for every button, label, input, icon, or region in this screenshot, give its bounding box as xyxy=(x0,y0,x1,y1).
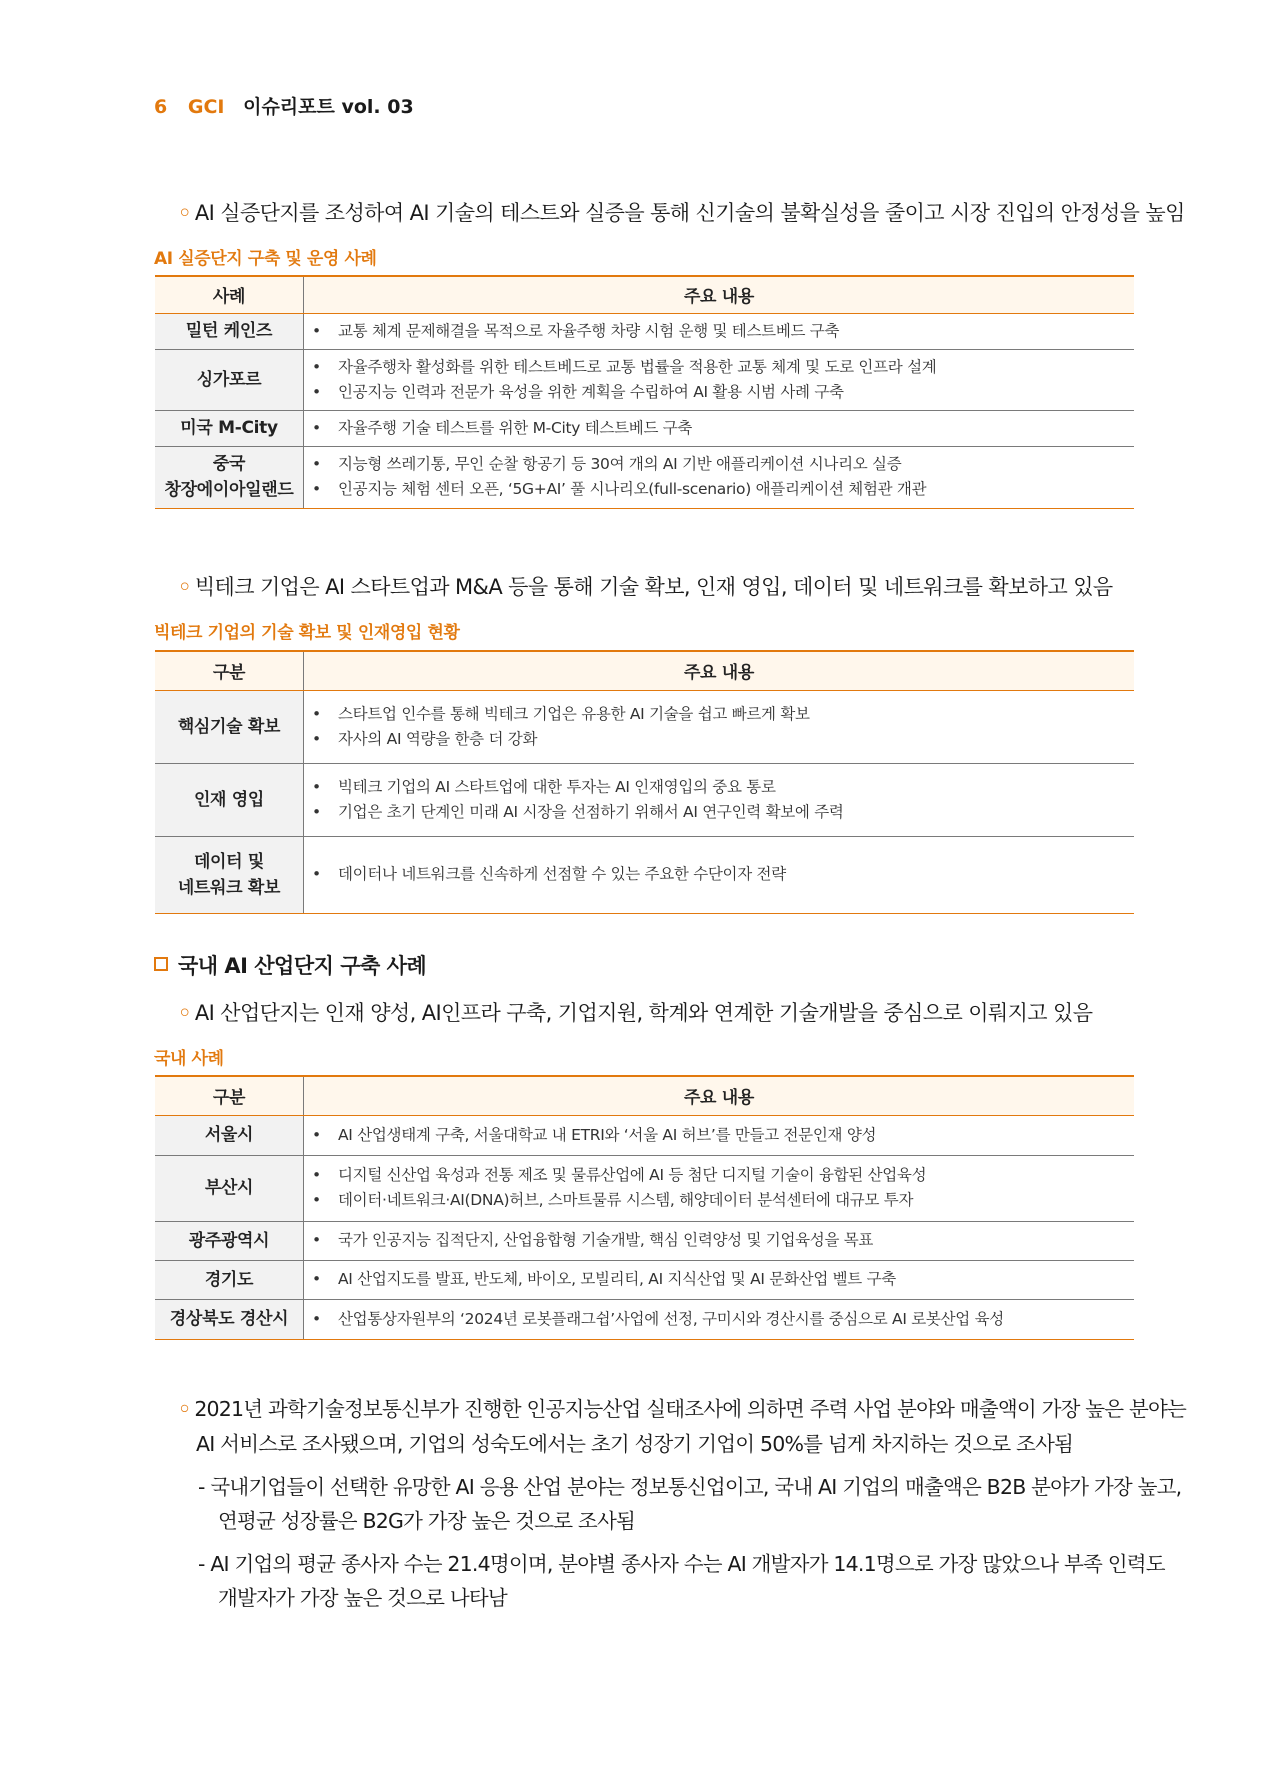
row-label-line: 데이터 및 xyxy=(193,851,265,872)
row-label-line: 경상북도 경산시 xyxy=(169,1309,289,1329)
row-label-line: 인재 영입 xyxy=(193,789,265,810)
ai-testbed-table xyxy=(155,275,1134,509)
list-item xyxy=(312,380,1126,405)
column-header-content: 주요 내용 xyxy=(304,651,1135,690)
list-item-text: 자율주행차 활성화를 위한 테스트베드로 교통 법률을 적용한 교통 체계 및 도로 인프라 설계 xyxy=(338,357,937,376)
bullet-dot-icon: • xyxy=(312,802,321,821)
list-item-text: 디지털 신산업 육성과 전통 제조 및 물류산업에 AI 등 첨단 디지털 기술이 융합된 산업육성 xyxy=(338,1166,927,1184)
row-label xyxy=(155,1155,304,1221)
table-row xyxy=(155,313,1134,349)
table-row xyxy=(155,410,1134,446)
bullet-dot-icon: • xyxy=(312,1125,321,1144)
column-header-category: 구분 xyxy=(155,651,304,690)
list-item xyxy=(312,1123,1126,1148)
list-item-text: 인공지능 인력과 전문가 육성을 위한 계획을 수립하여 AI 활용 시범 사례 구축 xyxy=(338,382,844,401)
row-label xyxy=(155,690,304,763)
bullet-dot-icon: • xyxy=(312,777,321,796)
table-row xyxy=(155,1221,1134,1260)
section1-caption: AI 실증단지 구축 및 운영 사례 xyxy=(154,249,377,269)
table-row xyxy=(155,446,1134,508)
row-label-line: 미국 M-City xyxy=(180,418,278,438)
list-item-text: 데이터나 네트워크를 신속하게 선점할 수 있는 주요한 수단이자 전략 xyxy=(338,865,786,883)
section2-caption: 빅테크 기업의 기술 확보 및 인재영입 현황 xyxy=(154,623,460,643)
section4-dash1-line2: 연평균 성장률은 B2G가 가장 높은 것으로 조사됨 xyxy=(218,1509,635,1533)
list-item-text: 빅테크 기업의 AI 스타트업에 대한 투자는 AI 인재영입의 중요 통로 xyxy=(338,777,776,796)
list-item-text: 교통 체계 문제해결을 목적으로 자율주행 차량 시험 운행 및 테스트베드 구축 xyxy=(338,321,840,340)
list-item-text: AI 산업생태계 구축, 서울대학교 내 ETRI와 ‘서울 AI 허브’를 만들고 전문인재 양성 xyxy=(338,1125,877,1144)
bullet-dot-icon: • xyxy=(312,382,321,401)
row-label-line: 경기도 xyxy=(204,1269,254,1290)
row-label-line: 네트워크 확보 xyxy=(177,877,281,898)
section4-dash2-line1: - AI 기업의 평균 종사자 수는 21.4명이며, 분야별 종사자 수는 AI 개발자가 14.1명으로 가장 많았으나 부족 인력도 xyxy=(198,1552,1165,1576)
row-label-line: 부산시 xyxy=(204,1178,254,1198)
row-label-line: 광주광역시 xyxy=(188,1230,270,1251)
row-content xyxy=(304,763,1135,836)
list-item xyxy=(312,1267,1126,1292)
list-item-text: 인공지능 체험 센터 오픈, ‘5G+AI’ 풀 시나리오(full-scenario) 애플리케이션 체험관 개관 xyxy=(338,480,927,498)
table-row xyxy=(155,1115,1134,1155)
section4-dash1-line1: - 국내기업들이 선택한 유망한 AI 응용 산업 분야는 정보통신업이고, 국내 AI 기업의 매출액은 B2B 분야가 가장 높고, xyxy=(198,1475,1182,1499)
list-item xyxy=(312,727,1126,752)
table-row xyxy=(155,836,1134,913)
table-row xyxy=(155,1155,1134,1221)
bullet-dot-icon: • xyxy=(312,321,321,340)
bullet-dot-icon: • xyxy=(312,1231,321,1249)
bullet-dot-icon: • xyxy=(312,1270,321,1288)
row-label xyxy=(155,1260,304,1299)
table-row xyxy=(155,690,1134,763)
dash-bullet-icon: - xyxy=(198,1552,211,1576)
table-row xyxy=(155,763,1134,836)
row-label xyxy=(155,763,304,836)
bullet-dot-icon: • xyxy=(312,455,321,473)
row-label xyxy=(155,1221,304,1260)
row-label-line: 밀턴 케인즈 xyxy=(185,321,273,341)
row-content xyxy=(304,690,1135,763)
table-row xyxy=(155,1299,1134,1339)
bullet-dot-icon: • xyxy=(312,418,321,437)
circle-bullet-icon: ◦ xyxy=(178,575,191,599)
section4-dash2-line2: 개발자가 가장 높은 것으로 나타남 xyxy=(218,1586,507,1610)
row-label xyxy=(155,1115,304,1155)
bullet-dot-icon: • xyxy=(312,357,321,376)
brand-label: GCI xyxy=(187,96,225,118)
domestic-cases-table xyxy=(155,1075,1134,1340)
report-title: 이슈리포트 vol. 03 xyxy=(243,96,414,118)
list-item-text: 국가 인공지능 집적단지, 산업융합형 기술개발, 핵심 인력양성 및 기업육성을 목표 xyxy=(338,1231,874,1249)
list-item-text: 자율주행 기술 테스트를 위한 M-City 테스트베드 구축 xyxy=(338,418,693,437)
list-item xyxy=(312,477,1126,502)
section3-caption: 국내 사례 xyxy=(154,1049,224,1069)
row-content xyxy=(304,410,1135,446)
row-content xyxy=(304,349,1135,410)
row-label xyxy=(155,1299,304,1339)
list-item xyxy=(312,1307,1126,1332)
row-label-line: 핵심기술 확보 xyxy=(177,716,281,737)
row-content xyxy=(304,1299,1135,1339)
list-item xyxy=(312,862,1126,887)
list-item xyxy=(312,355,1126,380)
list-item xyxy=(312,1188,1126,1213)
row-content xyxy=(304,313,1135,349)
bullet-dot-icon: • xyxy=(312,729,321,748)
row-label xyxy=(155,313,304,349)
row-label-line: 중국 xyxy=(212,454,246,474)
circle-bullet-icon: ◦ xyxy=(178,1001,191,1025)
list-item-text: AI 산업지도를 발표, 반도체, 바이오, 모빌리티, AI 지식산업 및 AI 문화산업 벨트 구축 xyxy=(338,1270,896,1288)
row-label xyxy=(155,349,304,410)
list-item-text: 스타트업 인수를 통해 빅테크 기업은 유용한 AI 기술을 쉽고 빠르게 확보 xyxy=(338,704,810,723)
square-bullet-icon xyxy=(154,957,168,971)
bullet-dot-icon: • xyxy=(312,480,321,498)
list-item xyxy=(312,1163,1126,1188)
bullet-dot-icon: • xyxy=(312,704,321,723)
bullet-dot-icon: • xyxy=(312,1191,321,1209)
page-header xyxy=(154,92,414,119)
dash-bullet-icon: - xyxy=(198,1475,211,1499)
column-header-content: 주요 내용 xyxy=(304,1076,1135,1115)
section1-bullet: ◦ AI 실증단지를 조성하여 AI 기술의 테스트와 실증을 통해 신기술의 불확실성을 줄이고 시장 진입의 안정성을 높임 xyxy=(178,201,1185,225)
column-header-category: 구분 xyxy=(155,1076,304,1115)
list-item-text: 자사의 AI 역량을 한층 더 강화 xyxy=(338,729,538,748)
list-item-text: 지능형 쓰레기통, 무인 순찰 항공기 등 30여 개의 AI 기반 애플리케이션 시나리오 실증 xyxy=(338,455,902,473)
section2-bullet: ◦ 빅테크 기업은 AI 스타트업과 M&A 등을 통해 기술 확보, 인재 영입, 데이터 및 네트워크를 확보하고 있음 xyxy=(178,575,1113,599)
row-content xyxy=(304,1260,1135,1299)
list-item-text: 산업통상자원부의 ‘2024년 로봇플래그쉽’사업에 선정, 구미시와 경산시를 중심으로 AI 로봇산업 육성 xyxy=(338,1309,1004,1328)
section3-bullet: ◦ AI 산업단지는 인재 양성, AI인프라 구축, 기업지원, 학계와 연계한 기술개발을 중심으로 이뤄지고 있음 xyxy=(178,1001,1093,1025)
list-item-text: 데이터·네트워크·AI(DNA)허브, 스마트물류 시스템, 해양데이터 분석센터에 대규모 투자 xyxy=(338,1191,914,1209)
column-header-case: 사례 xyxy=(155,276,304,313)
row-content xyxy=(304,1221,1135,1260)
row-content xyxy=(304,1115,1135,1155)
row-label xyxy=(155,446,304,508)
bigtech-table xyxy=(155,650,1134,914)
column-header-content: 주요 내용 xyxy=(304,276,1135,313)
bullet-dot-icon: • xyxy=(312,865,321,883)
section3-title: 국내 AI 산업단지 구축 사례 xyxy=(154,950,426,980)
list-item xyxy=(312,702,1126,727)
list-item xyxy=(312,319,1126,344)
list-item-text: 기업은 초기 단계인 미래 AI 시장을 선점하기 위해서 AI 연구인력 확보에 주력 xyxy=(338,802,844,821)
bullet-dot-icon: • xyxy=(312,1309,321,1328)
row-label-line: 창장에이아일랜드 xyxy=(164,480,294,500)
list-item xyxy=(312,452,1126,477)
circle-bullet-icon: ◦ xyxy=(178,1397,191,1421)
section4-bullet-line1: ◦ 2021년 과학기술정보통신부가 진행한 인공지능산업 실태조사에 의하면 주력 사업 분야와 매출액이 가장 높은 분야는 xyxy=(178,1397,1187,1421)
list-item xyxy=(312,1228,1126,1253)
circle-bullet-icon: ◦ xyxy=(178,201,191,225)
row-content xyxy=(304,1155,1135,1221)
table-row xyxy=(155,1260,1134,1299)
section4-bullet-line2: AI 서비스로 조사됐으며, 기업의 성숙도에서는 초기 성장기 기업이 50%를 넘게 차지하는 것으로 조사됨 xyxy=(196,1432,1074,1456)
row-label xyxy=(155,836,304,913)
page-number: 6 xyxy=(154,96,168,118)
list-item xyxy=(312,800,1126,825)
row-label-line: 서울시 xyxy=(204,1125,254,1145)
row-content xyxy=(304,836,1135,913)
row-content xyxy=(304,446,1135,508)
table-row xyxy=(155,349,1134,410)
list-item xyxy=(312,416,1126,441)
row-label xyxy=(155,410,304,446)
row-label-line: 싱가포르 xyxy=(196,369,262,390)
bullet-dot-icon: • xyxy=(312,1166,321,1184)
list-item xyxy=(312,775,1126,800)
